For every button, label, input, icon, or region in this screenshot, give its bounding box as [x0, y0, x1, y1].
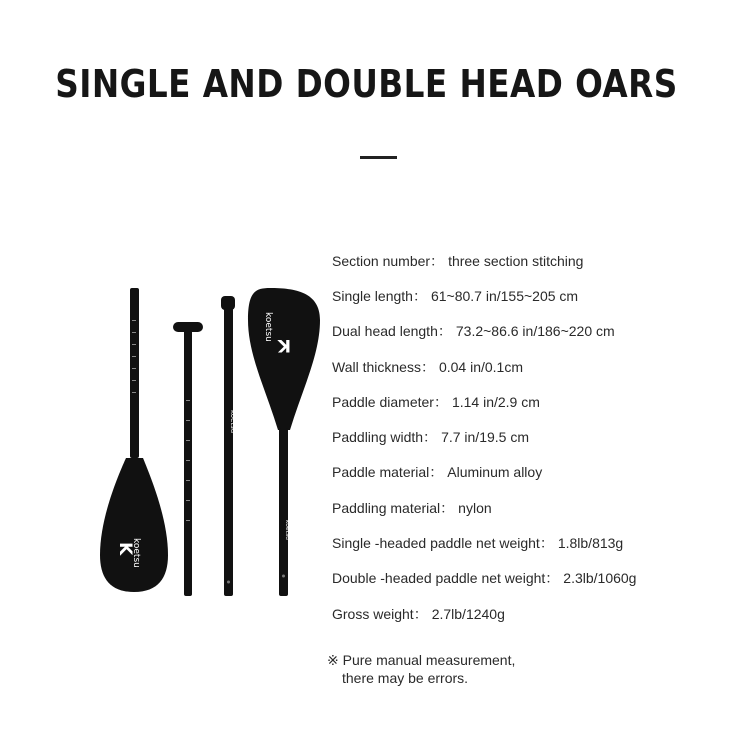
- spec-label: Paddling width：: [332, 429, 438, 446]
- spec-label: Paddle material：: [332, 464, 444, 481]
- spec-label: Single length：: [332, 287, 427, 304]
- spec-section-number: [332, 243, 636, 278]
- spec-paddle-diameter: [332, 384, 636, 419]
- spec-value: nylon: [458, 499, 492, 516]
- logo-text-top: koetsu: [263, 312, 273, 342]
- spec-value: 73.2~86.6 in/186~220 cm: [455, 323, 615, 340]
- spec-value: 0.04 in/0.1cm: [438, 358, 524, 375]
- spec-value: 1.8lb/813g: [557, 535, 624, 552]
- logo-text: koetsu: [131, 538, 141, 568]
- spec-value: three section stitching: [448, 252, 584, 269]
- spec-dual-head-length: [332, 314, 636, 349]
- spec-label: Paddling material：: [332, 499, 455, 516]
- measurement-note: [327, 651, 515, 687]
- t-handle-shaft: [173, 322, 203, 596]
- spec-label: Wall thickness：: [332, 358, 435, 375]
- spec-label: Dual head length：: [332, 323, 452, 340]
- shaft-logo-text-2: koetsu: [284, 520, 291, 540]
- spec-wall-thickness: [332, 349, 636, 384]
- spec-double-headed-weight: [332, 561, 636, 596]
- spec-label: Double -headed paddle net weight：: [332, 570, 560, 587]
- middle-shaft: [221, 296, 237, 596]
- logo-mark-top: K: [277, 335, 291, 355]
- spec-paddling-material: [332, 490, 636, 525]
- spec-gross-weight: [332, 596, 636, 631]
- spec-value: Aluminum alloy: [447, 464, 543, 481]
- spec-label: Paddle diameter：: [332, 393, 448, 410]
- paddle-shaft-with-top-blade: [248, 288, 320, 596]
- title-divider: [360, 156, 397, 159]
- note-line-2: there may be errors.: [342, 670, 469, 686]
- spec-value: 2.7lb/1240g: [431, 605, 505, 622]
- page-title: SINGLE AND DOUBLE HEAD OARS: [55, 62, 678, 106]
- spec-paddling-width: [332, 419, 636, 454]
- spec-single-headed-weight: [332, 525, 636, 560]
- note-line-1: ※ Pure manual measurement,: [327, 652, 516, 668]
- spec-value: 1.14 in/2.9 cm: [451, 393, 540, 410]
- paddle-illustration: [90, 280, 330, 610]
- paddle-shaft-with-bottom-blade: [100, 288, 168, 592]
- spec-value: 61~80.7 in/155~205 cm: [430, 287, 579, 304]
- spec-label: Single -headed paddle net weight：: [332, 535, 554, 552]
- spec-single-length: [332, 278, 636, 313]
- spec-value: 2.3lb/1060g: [563, 570, 637, 587]
- spec-list: [332, 243, 636, 631]
- logo-mark: K: [115, 542, 135, 556]
- spec-label: Section number：: [332, 252, 445, 269]
- spec-value: 7.7 in/19.5 cm: [441, 429, 529, 446]
- shaft-logo-text: koetsu: [229, 410, 237, 434]
- spec-label: Gross weight：: [332, 605, 428, 622]
- spec-paddle-material: [332, 455, 636, 490]
